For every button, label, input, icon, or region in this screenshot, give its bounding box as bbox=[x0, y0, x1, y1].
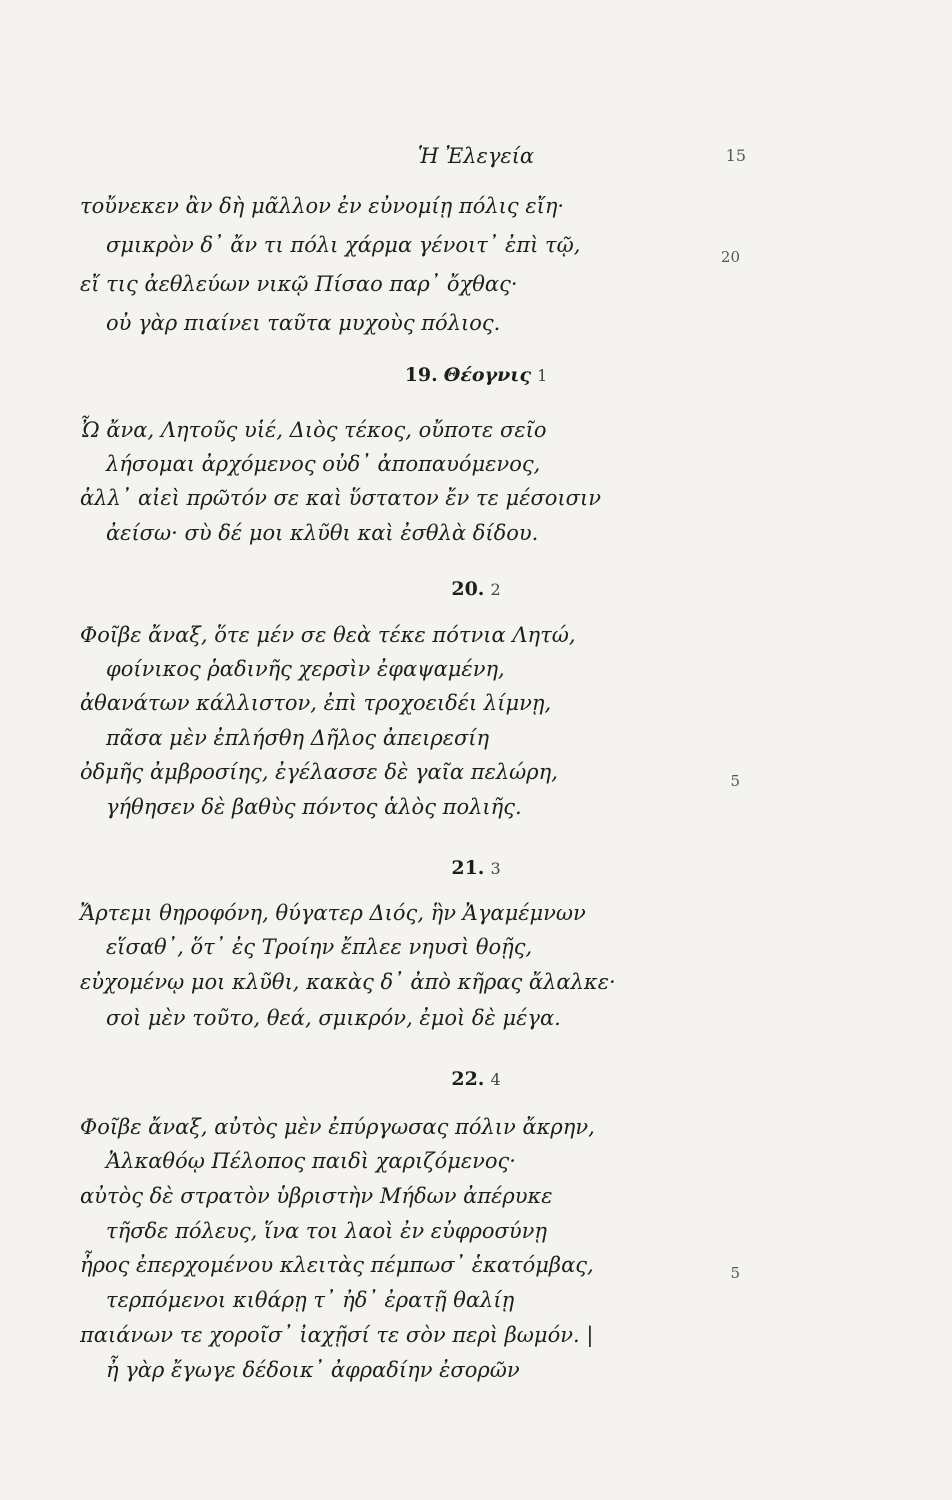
verse-line: ἀείσω· σὺ δέ μοι κλῦθι καὶ ἐσθλὰ δίδου. bbox=[106, 521, 539, 545]
running-head: Ἡ Ἐλεγεία bbox=[417, 144, 535, 168]
verse-line: Ὦ ἄνα, Λητοῦς υἱέ, Διὸς τέκος, οὔποτε σεῖο bbox=[80, 418, 547, 442]
verse-line: Φοῖβε ἄναξ, αὐτὸς μὲν ἐπύργωσας πόλιν ἄκρην, bbox=[80, 1115, 595, 1139]
verse-line: ἦρος ἐπερχομένου κλειτὰς πέμπωσ᾽ ἑκατόμβας, bbox=[80, 1253, 594, 1277]
verse-line: Ἀλκαθόῳ Πέλοπος παιδὶ χαριζόμενος· bbox=[106, 1149, 516, 1173]
verse-line: παιάνων τε χοροῖσ᾽ ἰαχῇσί τε σὸν περὶ βωμόν. | bbox=[80, 1323, 594, 1347]
verse-line: τῆσδε πόλευς, ἵνα τοι λαοὶ ἐν εὐφροσύνῃ bbox=[106, 1219, 547, 1243]
poem-number: 20. bbox=[451, 578, 485, 600]
page-number: 15 bbox=[725, 146, 746, 165]
verse-line: Φοῖβε ἄναξ, ὅτε μέν σε θεὰ τέκε πότνια Λητώ, bbox=[80, 623, 576, 647]
poem-number: 21. bbox=[451, 857, 485, 879]
verse-line: τοὔνεκεν ἂν δὴ μᾶλλον ἐν εὐνομίῃ πόλις εἴη· bbox=[80, 194, 565, 218]
poem-heading-20 bbox=[0, 578, 952, 600]
poem-subnumber: 1 bbox=[537, 366, 548, 385]
poem-number: 19. bbox=[404, 364, 438, 386]
verse-line: φοίνικος ῥαδινῆς χερσὶν ἐφαψαμένη, bbox=[106, 657, 505, 681]
poem-heading-22 bbox=[0, 1068, 952, 1090]
line-number: 20 bbox=[720, 248, 740, 266]
poem-heading-21 bbox=[0, 857, 952, 879]
verse-line: λήσομαι ἀρχόμενος οὐδ᾽ ἀποπαυόμενος, bbox=[106, 452, 541, 476]
poem-heading-19 bbox=[0, 364, 952, 386]
verse-line: αὐτὸς δὲ στρατὸν ὑβριστὴν Μήδων ἀπέρυκε bbox=[80, 1184, 553, 1208]
verse-line: γήθησεν δὲ βαθὺς πόντος ἁλὸς πολιῆς. bbox=[106, 795, 522, 819]
verse-line: ἦ γὰρ ἔγωγε δέδοικ᾽ ἀφραδίην ἐσορῶν bbox=[106, 1358, 520, 1382]
line-number: 5 bbox=[730, 1264, 740, 1282]
verse-line: εἴ τις ἀεθλεύων νικῷ Πίσαο παρ᾽ ὄχθας· bbox=[80, 272, 518, 296]
verse-line: Ἄρτεμι θηροφόνη, θύγατερ Διός, ἣν Ἀγαμέμνων bbox=[80, 901, 586, 925]
verse-line: ἀθανάτων κάλλιστον, ἐπὶ τροχοειδέι λίμνῃ, bbox=[80, 691, 552, 715]
verse-line: τερπόμενοι κιθάρῃ τ᾽ ἠδ᾽ ἐρατῇ θαλίῃ bbox=[106, 1288, 515, 1312]
poem-subnumber: 4 bbox=[490, 1070, 501, 1089]
poem-author: Θέογνις bbox=[443, 364, 532, 386]
poem-number: 22. bbox=[451, 1068, 485, 1090]
verse-line: ἀλλ᾽ αἰεὶ πρῶτόν σε καὶ ὕστατον ἔν τε μέσοισιν bbox=[80, 486, 602, 510]
poem-subnumber: 3 bbox=[490, 859, 501, 878]
verse-line: πᾶσα μὲν ἐπλήσθη Δῆλος ἀπειρεσίη bbox=[106, 726, 490, 750]
verse-line: εἵσαθ᾽, ὅτ᾽ ἐς Τροίην ἔπλεε νηυσὶ θοῇς, bbox=[106, 935, 533, 959]
verse-line: σοὶ μὲν τοῦτο, θεά, σμικρόν, ἐμοὶ δὲ μέγα. bbox=[106, 1006, 561, 1030]
verse-line: σμικρὸν δ᾽ ἄν τι πόλι χάρμα γένοιτ᾽ ἐπὶ τῷ, bbox=[106, 233, 581, 257]
verse-line: εὐχομένῳ μοι κλῦθι, κακὰς δ᾽ ἀπὸ κῆρας ἄλαλκε· bbox=[80, 970, 616, 994]
verse-line: οὐ γὰρ πιαίνει ταῦτα μυχοὺς πόλιος. bbox=[106, 311, 501, 335]
line-number: 5 bbox=[730, 772, 740, 790]
poem-subnumber: 2 bbox=[490, 580, 501, 599]
verse-line: ὀδμῆς ἀμβροσίης, ἐγέλασσε δὲ γαῖα πελώρη, bbox=[80, 760, 558, 784]
